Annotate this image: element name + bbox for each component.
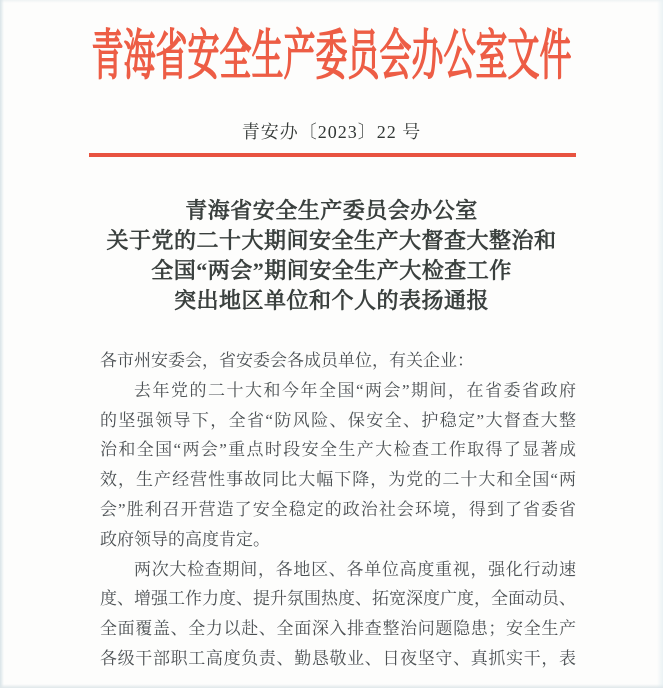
salutation-line: 各市州安委会，省安委会各成员单位，有关企业： bbox=[100, 351, 474, 370]
scan-edge-top bbox=[0, 0, 663, 3]
paragraph-1-line-5: 会”胜利召开营造了安全稳定的政治社会环境，得到了省委省 bbox=[100, 499, 576, 519]
paragraph-2-line-3: 全面覆盖、全力以赴、全面深入排查整治问题隐患；安全生产 bbox=[100, 619, 576, 639]
scan-edge-right bbox=[657, 0, 663, 688]
paragraph-2-line-1: 两次大检查期间，各地区、各单位高度重视，强化行动速 bbox=[134, 559, 576, 579]
title-line-3: 全国“两会”期间安全生产大检查工作 bbox=[151, 258, 512, 283]
scan-edge-bottom bbox=[0, 684, 663, 688]
document-number: 青安办〔2023〕22 号 bbox=[241, 122, 422, 142]
paragraph-1-line-3: 治和全国“两会”重点时段安全生产大检查工作取得了显著成 bbox=[100, 440, 576, 460]
scan-edge-left bbox=[0, 0, 4, 688]
title-line-1: 青海省安全生产委员会办公室 bbox=[185, 198, 478, 223]
paragraph-1-line-1: 去年党的二十大和今年全国“两会”期间，在省委省政府 bbox=[134, 380, 576, 400]
title-line-4: 突出地区单位和个人的表扬通报 bbox=[173, 288, 489, 313]
red-separator-rule bbox=[89, 153, 576, 157]
document-body bbox=[100, 346, 576, 674]
document-title bbox=[0, 196, 663, 316]
paragraph-2-line-4: 各级干部职工高度负责、勤恳敬业、日夜坚守、真抓实干，表 bbox=[100, 648, 576, 668]
title-line-2: 关于党的二十大期间安全生产大督查大整治和 bbox=[106, 228, 557, 253]
paragraph-2-line-2: 度、增强工作力度、提升氛围热度、拓宽深度广度，全面动员、 bbox=[100, 589, 576, 609]
paragraph-1-line-4: 效，生产经营性事故同比大幅下降，为党的二十大和全国“两 bbox=[100, 470, 576, 490]
paragraph-1-line-2: 的坚强领导下，全省“防风险、保安全、护稳定”大督查大整 bbox=[100, 410, 576, 430]
document-masthead: 青海省安全生产委员会办公室文件 bbox=[91, 24, 572, 86]
paragraph-1-line-6: 政府领导的高度肯定。 bbox=[100, 529, 270, 549]
